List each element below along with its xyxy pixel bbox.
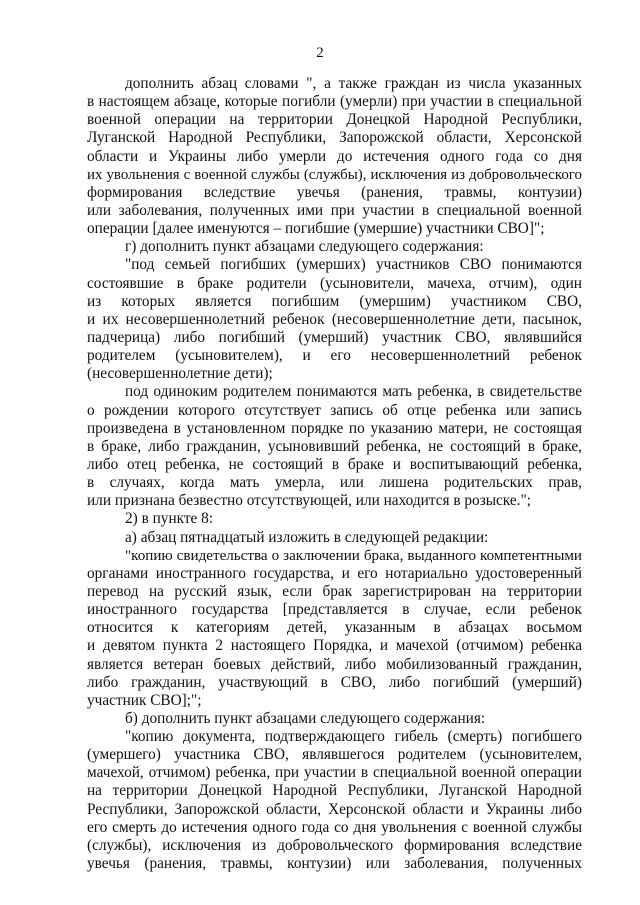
text-line: и их несовершеннолетний ребенок (несовершеннолетние дети, пасынок,: [87, 310, 582, 328]
text-line: области и Украины либо умерли до истечения одного года со дня: [87, 147, 582, 165]
text-line: операции [далее именуются – погибшие (умершие) участники СВО]";: [87, 220, 545, 238]
text-line: дополнить абзац словами ", а также граждан из числа указанных: [125, 75, 582, 92]
text-line: г) дополнить пункт абзацами следующего содержания:: [125, 238, 484, 256]
text-line: в случаях, когда мать умерла, или лишена родительских прав,: [87, 474, 582, 492]
text-line: мачехой, отчимом) ребенка, при участии в специальной военной операции: [87, 764, 582, 782]
text-line: военной операции на территории Донецкой Народной Республики,: [87, 111, 582, 129]
text-line: из которых является погибшим (умершим) участником СВО,: [87, 292, 582, 310]
text-line: либо гражданин, участвующий в СВО, либо погибший (умерший): [87, 673, 582, 691]
text-line: или признана безвестно отсутствующей, или находится в розыске.";: [87, 492, 531, 510]
text-line: родителем (усыновителем), и его несовершеннолетний ребенок: [87, 347, 582, 365]
text-line: либо отец ребенка, не состоящий в браке и воспитывающий ребенка,: [87, 455, 582, 473]
text-line: (службы), исключения из добровольческого формирования вследствие: [87, 836, 582, 854]
text-line: и девятом пункта 2 настоящего Порядка, и мачехой (отчимом) ребенка: [87, 637, 582, 655]
text-line: на территории Донецкой Народной Республики, Луганской Народной: [87, 782, 582, 800]
text-line: перевод на русский язык, если брак зарегистрирован на территории: [87, 582, 582, 600]
text-line: формирования вследствие увечья (ранения, травмы, контузии): [87, 183, 582, 201]
text-line: является ветеран боевых действий, либо мобилизованный гражданин,: [87, 655, 582, 673]
text-line: "копию свидетельства о заключении брака, выданного компетентными: [125, 547, 582, 564]
text-line: "копию документа, подтверждающего гибель (смерть) погибшего: [125, 728, 582, 746]
text-line: (умершего) участника СВО, являвшегося родителем (усыновителем,: [87, 746, 582, 764]
text-line: участник СВО];";: [87, 691, 202, 709]
text-line: о рождении которого отсутствует запись об отце ребенка или запись: [87, 401, 582, 419]
text-line: увечья (ранения, травмы, контузии) или заболевания, полученных: [87, 855, 582, 873]
text-line: иностранного государства [представляется в случае, если ребенок: [87, 601, 582, 619]
text-line: падчерица) либо погибший (умерший) участник СВО, являвшийся: [87, 328, 582, 346]
text-line: в настоящем абзаце, которые погибли (умерли) при участии в специальной: [87, 93, 582, 111]
text-line: произведена в установленном порядке по указанию матери, не состоящая: [87, 419, 582, 437]
text-line: их увольнения с военной службы (службы), исключения из добровольческого: [87, 166, 582, 183]
text-line: Луганской Народной Республики, Запорожской области, Херсонской: [87, 129, 582, 147]
text-line: (несовершеннолетние дети);: [87, 365, 273, 383]
text-line: под одиноким родителем понимаются мать ребенка, в свидетельстве: [125, 383, 582, 401]
text-line: его смерть до истечения одного года со дня увольнения с военной службы: [87, 818, 582, 836]
text-line: состоявшие в браке родители (усыновители, мачеха, отчим), один: [87, 274, 582, 292]
document-body: [87, 75, 582, 873]
text-line: относится к категориям детей, указанным в абзацах восьмом: [87, 619, 582, 637]
text-line: а) абзац пятнадцатый изложить в следующей редакции:: [125, 528, 489, 546]
page-number: 2: [316, 45, 324, 61]
text-line: Республики, Запорожской области, Херсонской области и Украины либо: [87, 800, 582, 818]
text-line: 2) в пункте 8:: [125, 510, 214, 528]
text-line: в браке, либо гражданин, усыновивший ребенка, не состоящий в браке,: [87, 437, 582, 455]
text-line: "под семьей погибших (умерших) участников СВО понимаются: [125, 256, 582, 274]
text-line: органами иностранного государства, и его нотариально удостоверенный: [87, 564, 582, 582]
text-line: или заболевания, полученных ими при участии в специальной военной: [87, 201, 582, 219]
text-line: б) дополнить пункт абзацами следующего содержания:: [125, 709, 486, 727]
